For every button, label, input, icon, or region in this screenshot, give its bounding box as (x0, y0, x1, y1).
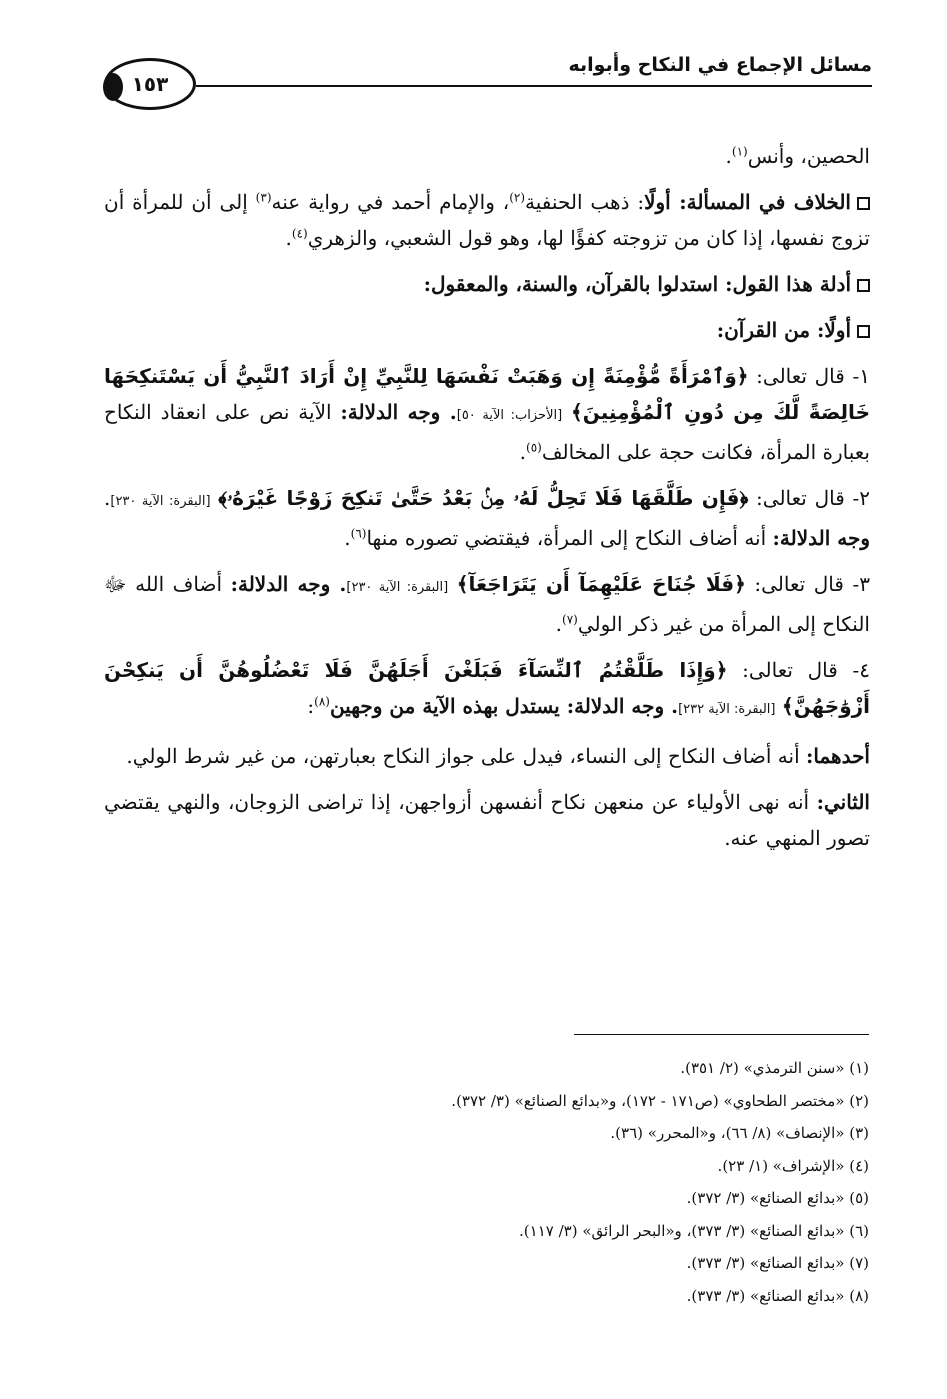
text: ١- قال تعالى: (748, 364, 870, 388)
text: . (519, 440, 527, 464)
footnote-ref: (٧) (562, 612, 578, 627)
quran-verse: ﴿فَإِن طَلَّقَهَا فَلَا تَحِلُّ لَهُۥ مِنۢ بَعْدُ حَتَّىٰ تَنكِحَ زَوْجًا غَيْرَهُۥ﴾ (218, 486, 749, 510)
text: . (344, 526, 351, 550)
text: أنه أضاف النكاح إلى النساء، فيدل على جواز النكاح بعبارتهن، من غير شرط الولي. (126, 744, 806, 768)
quran-verse: ﴿وَٱمْرَأَةً مُّؤْمِنَةً إِن وَهَبَتْ نَفْسَهَا لِلنَّبِيِّ إِنْ أَرَادَ ٱلنَّبِيُّ أَن يَسْتَنكِحَهَا خَالِصَةً لَّكَ مِن دُونِ ٱلْمُؤْمِنِينَ﴾ (104, 364, 870, 424)
verse-reference: [البقرة: الآية ٢٣٠] (110, 494, 211, 509)
text: الثاني: (816, 790, 870, 814)
text: ٢- قال تعالى: (748, 486, 870, 510)
page-header (104, 52, 872, 96)
text: الحصين، وأنس (747, 144, 870, 168)
verse-reference: [البقرة: الآية ٢٣٠] (346, 580, 449, 595)
paragraph-aspect-1 (104, 738, 870, 774)
text: : ذهب الحنفية (525, 190, 645, 214)
text: ٤- قال تعالى: (727, 658, 870, 682)
footnote-ref: (٣) (255, 190, 272, 205)
text: أضاف الله ﷻ النكاح إلى المرأة من غير ذكر الولي (104, 572, 870, 636)
text: . (555, 612, 562, 636)
text: أحدهما: (805, 744, 870, 768)
text: . (104, 486, 111, 510)
text: ، والإمام أحمد في رواية عنه (271, 190, 510, 214)
footnote-8: (٨) «بدائع الصنائع» (٣/ ٣٧٣). (686, 1286, 869, 1305)
section-heading: أدلة هذا القول: استدلوا بالقرآن، والسنة، والمعقول: (423, 272, 851, 296)
footnote-separator (574, 1034, 869, 1035)
paragraph-evidence-heading (104, 266, 870, 302)
text: أنه نهى الأولياء عن منعهن نكاح أنفسهن أزواجهن، إذا تراضى الزوجان، والنهي يقتضي تصور المنهي عنه. (104, 790, 870, 850)
verse-reference: [الأحزاب: الآية ٥٠] (456, 408, 563, 423)
footnote-ref: (٤) (291, 226, 308, 241)
footnote-ref: (٥) (526, 440, 542, 455)
text: . (285, 226, 292, 250)
checkbox-square-icon (857, 279, 870, 292)
paragraph-evidence-4 (104, 652, 870, 728)
paragraph-0 (104, 138, 870, 174)
main-text (104, 138, 870, 866)
paragraph-disagreement (104, 184, 870, 256)
footnote-2: (٢) «مختصر الطحاوي» (ص١٧١ - ١٧٢)، و«بدائع الصنائع» (٣/ ٣٧٢). (451, 1091, 869, 1110)
quran-verse: ﴿فَلَا جُنَاحَ عَلَيْهِمَآ أَن يَتَرَاجَعَآ﴾ (456, 572, 746, 596)
text: . وجه الدلالة: (340, 400, 457, 424)
paragraph-evidence-3 (104, 566, 870, 642)
running-title: مسائل الإجماع في النكاح وأبوابه (568, 54, 872, 76)
footnote-6: (٦) «بدائع الصنائع» (٣/ ٣٧٣)، و«البحر الرائق» (٣/ ١١٧). (519, 1221, 869, 1240)
text: . (725, 144, 732, 168)
footnote-ref: (٨) (314, 694, 330, 709)
footnotes (109, 1052, 869, 1312)
paragraph-aspect-2 (104, 784, 870, 856)
quran-verse: ﴿وَإِذَا طَلَّقْتُمُ ٱلنِّسَآءَ فَبَلَغْنَ أَجَلَهُنَّ فَلَا تَعْضُلُوهُنَّ أَن يَنكِحْنَ أَزْوَٰجَهُنَّ﴾ (104, 658, 870, 718)
paragraph-evidence-1 (104, 358, 870, 470)
footnote-5: (٥) «بدائع الصنائع» (٣/ ٣٧٢). (686, 1189, 869, 1207)
footnote-ref: (١) (731, 144, 748, 159)
page-number: ١٥٣ (131, 72, 169, 96)
section-heading: الخلاف في المسألة: أولًا (644, 190, 851, 214)
checkbox-square-icon (857, 325, 870, 338)
footnote-3: (٣) «الإنصاف» (٨/ ٦٦)، و«المحرر» (٣٦). (610, 1124, 869, 1142)
text: الآية نص على انعقاد النكاح بعبارة المرأة، فكانت حجة على المخالف (104, 400, 870, 464)
text: : (307, 694, 315, 718)
footnote-7: (٧) «بدائع الصنائع» (٣/ ٣٧٣). (686, 1254, 869, 1272)
footnote-ref: (٢) (509, 190, 526, 205)
text: . وجه الدلالة: (230, 572, 347, 596)
footnote-1: (١) «سنن الترمذي» (٢/ ٣٥١). (680, 1059, 869, 1077)
text: . وجه الدلالة: يستدل بهذه الآية من وجهين (329, 694, 679, 718)
text: إلى أن للمرأة أن تزوج نفسها، إذا كان من تزوجته كفؤًا لها، وهو قول الشعبي، والزهري (104, 190, 870, 250)
verse-reference: [البقرة: الآية ٢٣٢] (678, 702, 776, 717)
text: أنه أضاف النكاح إلى المرأة، فيقتضي تصوره منها (366, 526, 773, 550)
paragraph-quran-heading (104, 312, 870, 348)
checkbox-square-icon (857, 197, 870, 210)
header-rule (196, 85, 872, 87)
footnote-ref: (٦) (350, 526, 367, 541)
footnote-4: (٤) «الإشراف» (١/ ٢٣). (717, 1156, 869, 1175)
text: وجه الدلالة: (772, 526, 870, 550)
section-heading: أولًا: من القرآن: (716, 318, 851, 342)
text: ٣- قال تعالى: (745, 572, 871, 596)
page-number-badge (104, 58, 196, 110)
paragraph-evidence-2 (104, 480, 870, 556)
